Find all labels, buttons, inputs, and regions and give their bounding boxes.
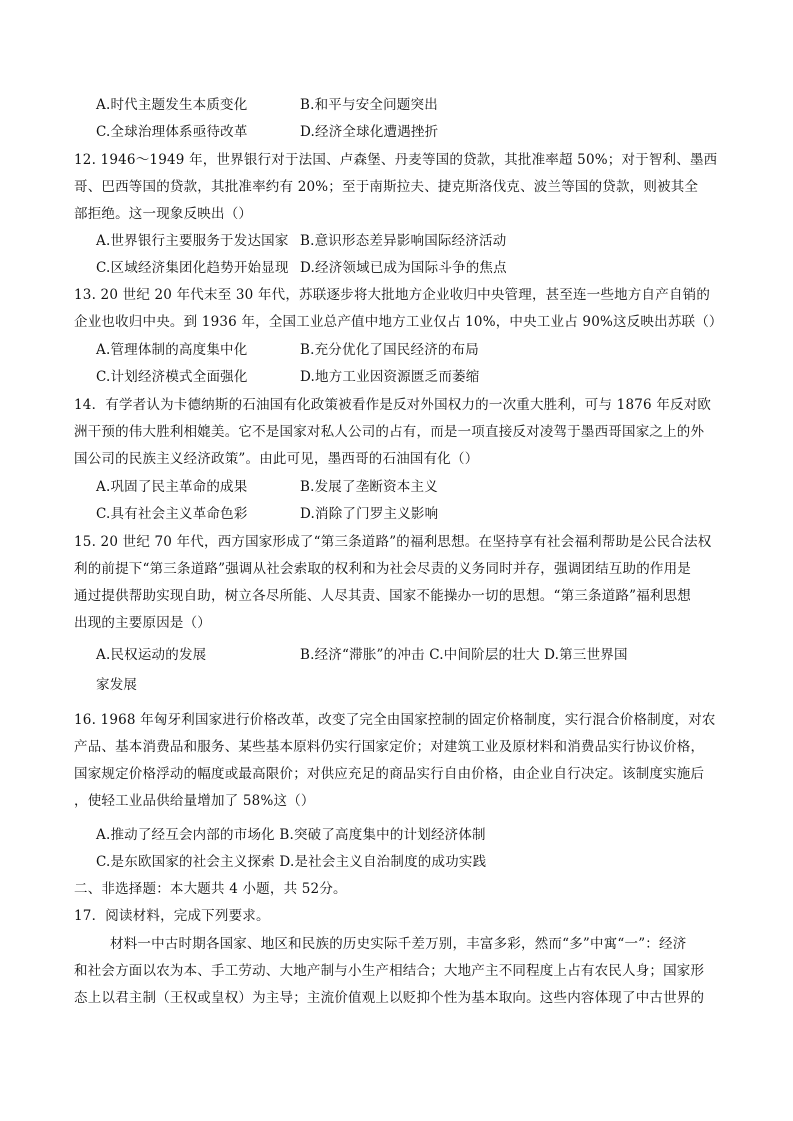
- q12-option-a: A.世界银行主要服务于发达国家: [96, 233, 289, 249]
- q15-stem-line-2: 利的前提下“第三条道路”强调从社会索取的权利和为社会尽责的义务同时并存，强调团结互助的作用是: [74, 561, 692, 577]
- q16-options-ab: A.推动了经互会内部的市场化 B.突破了高度集中的计划经济体制: [96, 827, 486, 843]
- section-2-title: 二、非选择题：本大题共 4 小题，共 52分。: [74, 881, 347, 897]
- q12-stem-line-1: 12. 1946～1949 年，世界银行对于法国、卢森堡、丹麦等国的贷款，其批准率超 50%；对于智利、墨西: [74, 152, 718, 168]
- q15-stem-line-3: 通过提供帮助实现自助，树立各尽所能、人尽其责、国家不能操办一切的思想。“第三条道路”福利思想: [74, 588, 692, 604]
- q11-option-c: C.全球治理体系亟待改革: [96, 124, 248, 140]
- q11-option-b: B.和平与安全问题突出: [300, 97, 438, 113]
- q14-stem-line-2: 洲干预的伟大胜利相媲美。它不是国家对私人公司的占有，而是一项直接反对凌驾于墨西哥国家之上的外: [74, 424, 705, 440]
- q12-stem-line-3: 部拒绝。这一现象反映出（）: [74, 206, 253, 222]
- q17-material-line-2: 和社会方面以农为本、手工劳动、大地产制与小生产相结合；大地产主不同程度上占有农民人身；国家形: [74, 963, 705, 979]
- q15-options-bcd: B.经济“滞胀”的冲击 C.中间阶层的壮大 D.第三世界国: [300, 647, 628, 663]
- q14-option-b: B.发展了垄断资本主义: [300, 479, 438, 495]
- q15-stem-line-4: 出现的主要原因是（）: [74, 615, 211, 631]
- q15-stem-line-1: 15. 20 世纪 70 年代，西方国家形成了“第三条道路”的福利思想。在坚持享有社会福利帮助是公民合法权: [74, 534, 712, 550]
- q12-option-d: D.经济领域已成为国际斗争的焦点: [300, 260, 507, 276]
- q12-stem-line-2: 哥、巴西等国的贷款，其批准率约有 20%；至于南斯拉夫、捷克斯洛伐克、波兰等国的贷款，则被其全: [74, 179, 699, 195]
- q13-stem-line-1: 13. 20 世纪 20 年代末至 30 年代，苏联逐步将大批地方企业收归中央管理，甚至连一些地方自产自销的: [74, 287, 711, 303]
- q13-option-c: C.计划经济模式全面强化: [96, 369, 248, 385]
- q11-option-d: D.经济全球化遭遇挫折: [300, 124, 439, 140]
- q16-stem-line-2: 产品、基本消费品和服务、某些基本原料仍实行国家定价；对建筑工业及原材料和消费品实行协议价格，: [74, 739, 705, 755]
- q14-option-d: D.消除了门罗主义影响: [300, 506, 439, 522]
- q16-stem-line-4: ，使轻工业品供给量增加了 58%这（）: [74, 793, 315, 809]
- q17-material-line-1: 材料一中古时期各国家、地区和民族的历史实际千差万别，丰富多彩，然而“多”中寓“一”：经济: [110, 936, 687, 952]
- q13-stem-line-2: 企业也收归中央。到 1936 年，全国工业总产值中地方工业仅占 10%，中央工业占 90%这反映出苏联（）: [74, 314, 723, 330]
- q17-material-line-3: 态上以君主制（王权或皇权）为主导；主流价值观上以贬抑个性为基本取向。这些内容体现了中古世界的: [74, 990, 705, 1006]
- q12-option-b: B.意识形态差异影响国际经济活动: [300, 233, 507, 249]
- q13-option-d: D.地方工业因资源匮乏而萎缩: [300, 369, 480, 385]
- q14-stem-line-1: 14．有学者认为卡德纳斯的石油国有化政策被看作是反对外国权力的一次重大胜利，可与 1876 年反对欧: [74, 397, 712, 413]
- q16-stem-line-1: 16. 1968 年匈牙利国家进行价格改革，改变了完全由国家控制的固定价格制度，实行混合价格制度，对农: [74, 712, 716, 728]
- q11-option-a: A.时代主题发生本质变化: [96, 97, 248, 113]
- q12-option-c: C.区域经济集团化趋势开始显现: [96, 260, 289, 276]
- q16-options-cd: C.是东欧国家的社会主义探索 D.是社会主义自治制度的成功实践: [96, 854, 487, 870]
- q17-instruction: 17．阅读材料，完成下列要求。: [74, 908, 270, 924]
- q14-option-c: C.具有社会主义革命色彩: [96, 506, 248, 522]
- q13-option-a: A.管理体制的高度集中化: [96, 342, 248, 358]
- q15-option-d-continuation: 家发展: [96, 677, 138, 693]
- q16-stem-line-3: 国家规定价格浮动的幅度或最高限价；对供应充足的商品实行自由价格，由企业自行决定。该制度实施后: [74, 766, 705, 782]
- q15-option-a: A.民权运动的发展: [96, 647, 207, 663]
- q13-option-b: B.充分优化了国民经济的布局: [300, 342, 480, 358]
- q14-option-a: A.巩固了民主革命的成果: [96, 479, 248, 495]
- q14-stem-line-3: 国公司的民族主义经济政策”。由此可见，墨西哥的石油国有化（）: [74, 451, 479, 467]
